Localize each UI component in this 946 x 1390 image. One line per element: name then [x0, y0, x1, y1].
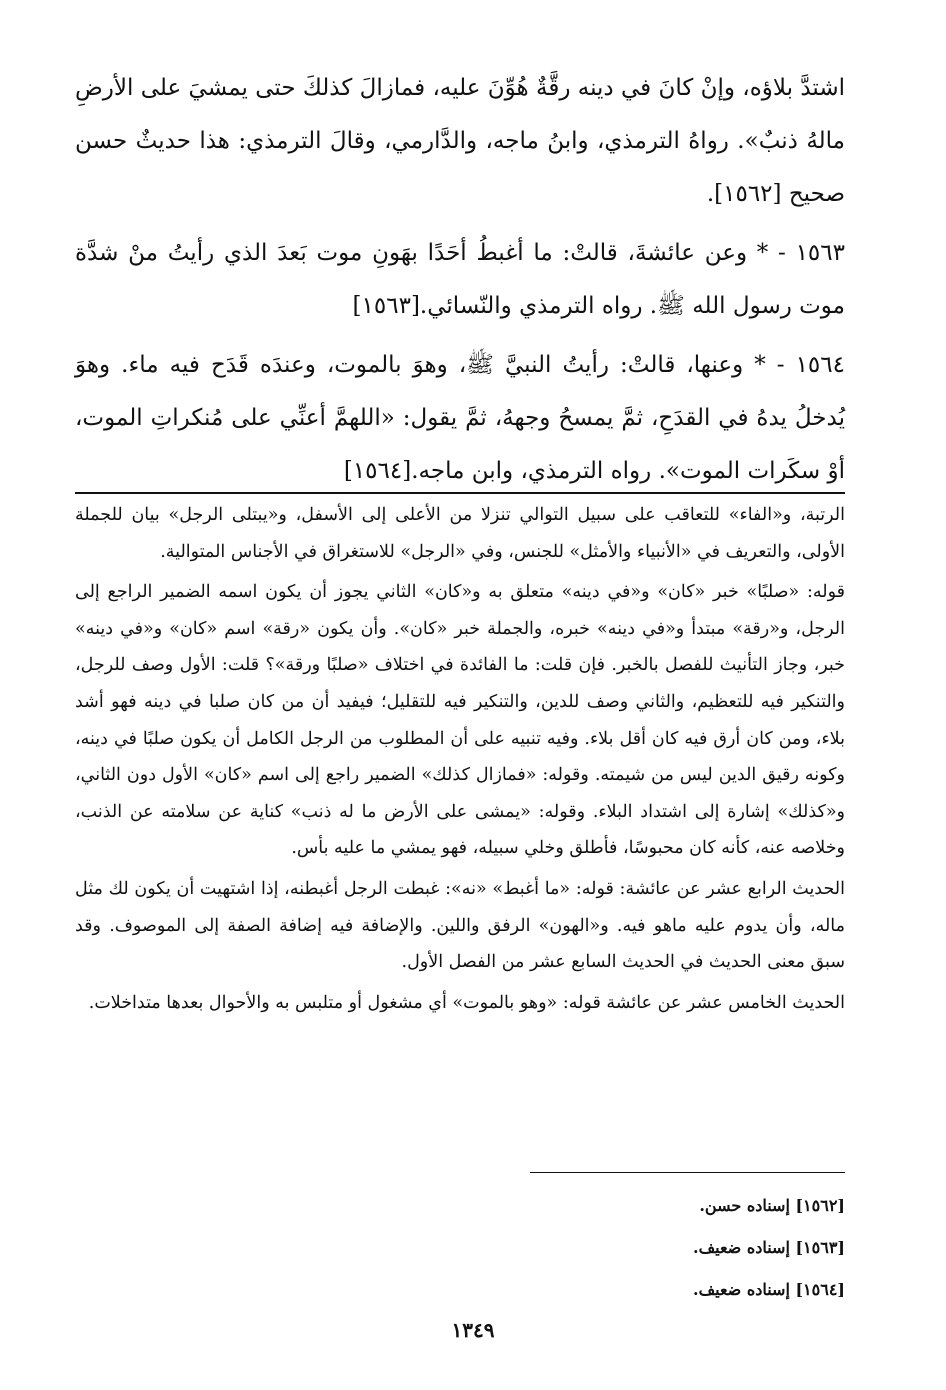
hadith-paragraph-1564: ١٥٦٤ - * وعنها، قالتْ: رأيتُ النبيَّ ﷺ، وهوَ بالموت، وعندَه قَدَح فيه ماء. وهوَ يُدخلُ يدهُ في القدَحِ، ثمَّ يمسحُ وجههُ، ثمَّ يقول: «اللهمَّ أعنِّي على مُنكراتِ الموت، أوْ سكَرات الموت». رواه الترمذي، وابن ماجه.[١٥٦٤] [75, 352, 845, 484]
hadith-paragraph-1562-end: اشتدَّ بلاؤه، وإنْ كانَ في دينه رقَّةٌ هُوِّنَ عليه، فمازالَ كذلكَ حتى يمشيَ على الأرضِ مالهُ ذنبٌ». رواهُ الترمذي، وابنُ ماجه، والدَّارمي، وقالَ الترمذي: هذا حديثٌ حسن صحيح [١٥٦٢]. [75, 75, 845, 207]
commentary-paragraph-3: الحديث الرابع عشر عن عائشة: قوله: «ما أغبط» «نه»: غبطت الرجل أغبطنه، إذا اشتهيت أن يكون لك مثل ماله، وأن يدوم عليه ماهو فيه. و«الهون» الرفق واللين. والإضافة فيه إضافة الصفة إلى الموصوف. وقد سبق معنى الحديث في الحديث السابع عشر من الفصل الأول. [75, 878, 845, 973]
reference-1564: [١٥٦٤] إسناده ضعيف. [693, 1280, 845, 1299]
hadith-text-block [75, 62, 845, 504]
reference-1562: [١٥٦٢] إسناده حسن. [699, 1196, 845, 1215]
commentary-block [75, 497, 845, 1025]
reference-1563: [١٥٦٣] إسناده ضعيف. [693, 1238, 845, 1257]
isnad-references [400, 1185, 845, 1311]
commentary-paragraph-1: الرتبة، و«الفاء» للتعاقب على سبيل التوالي تنزلا من الأعلى إلى الأسفل، و«يبتلى الرجل» بيان للجملة الأولى، والتعريف في «الأنبياء والأمثل» للجنس، وفي «الرجل» للاستغراق في الأجناس المتوالية. [75, 505, 845, 562]
commentary-paragraph-2: قوله: «صلبًا» خبر «كان» و«في دينه» متعلق به و«كان» الثاني يجوز أن يكون اسمه الضمير الراجع إلى الرجل، و«رقة» مبتدأ و«في دينه» خبره، والجملة خبر «كان». وأن يكون «رقة» اسم «كان» و«في دينه» خبر، وجاز التأنيث للفصل بالخبر. فإن قلت: ما الفائدة في اختلاف «صلبًا ورقة»؟ قلت: الأول وصف للرجل، والتنكير فيه للتعظيم، والثاني وصف للدين، والتنكير فيه للتقليل؛ فيفيد أن من كان صلبا في دينه فهو أشد بلاء، ومن كان أرق فيه كان أقل بلاء. وفيه تنبيه على أن المطلوب من الرجل الكامل أن يكون صلبًا في دينه، وكونه رقيق الدين ليس من شيمته. وقوله: «فمازال كذلك» الضمير راجع إلى اسم «كان» الأول دون الثاني، و«كذلك» إشارة إلى اشتداد البلاء. وقوله: «يمشى على الأرض ما له ذنب» كناية عن سلامته عن الذنب، وخلاصه عنه، كأنه كان محبوسًا، فأطلق وخلي سبيله، فهو يمشي ما عليه بأس. [75, 582, 845, 859]
page-number: ١٣٤٩ [451, 1318, 495, 1342]
footnote-divider [530, 1172, 845, 1173]
section-divider [75, 492, 845, 494]
hadith-paragraph-1563: ١٥٦٣ - * وعن عائشةَ، قالتْ: ما أغبطُ أحَدًا بهَونِ موت بَعدَ الذي رأيتُ منْ شدَّة موت رسول الله ﷺ. رواه الترمذي والنّسائي.[١٥٦٣] [75, 240, 845, 319]
commentary-paragraph-4: الحديث الخامس عشر عن عائشة قوله: «وهو بالموت» أي مشغول أو متلبس به والأحوال بعدها متداخلات. [88, 992, 845, 1013]
